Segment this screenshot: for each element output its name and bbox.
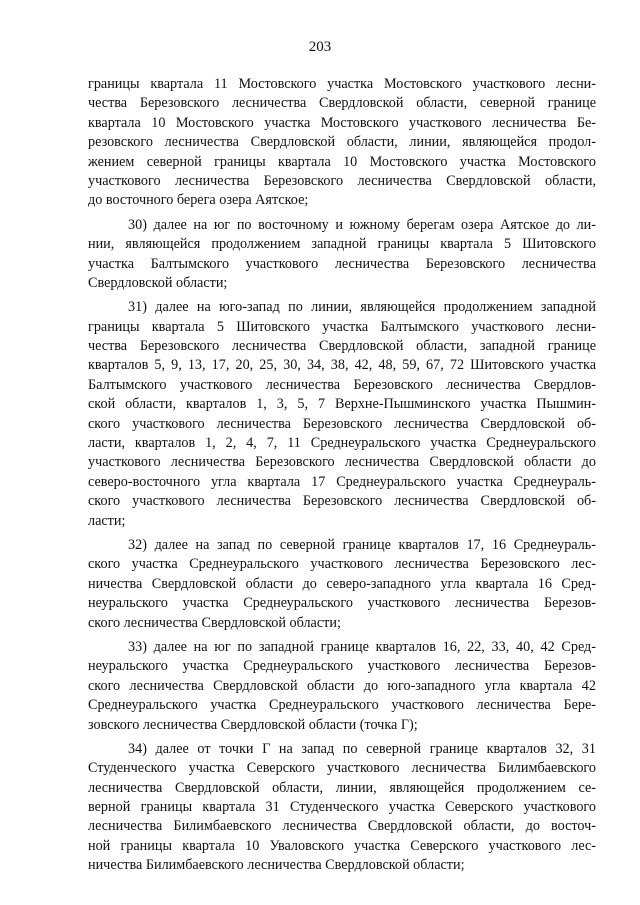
paragraph — [88, 740, 596, 876]
text-line: границы квартала 11 Мостовского участка Мостовского участкового лесни- — [88, 76, 596, 92]
paragraph — [88, 536, 596, 633]
text-line: неуральского участка Среднеуральского участкового лесничества Березов- — [88, 658, 596, 675]
text-line: квартала 10 Мостовского участка Мостовского участкового лесничества Бе- — [88, 114, 596, 131]
text-line: Свердловской области; — [88, 274, 228, 291]
text-line: до восточного берега озера Аятское; — [88, 192, 309, 209]
text-line: 31) далее на юго-запад по линии, являющейся продолжением западной — [128, 299, 596, 316]
paragraph — [88, 298, 596, 531]
text-line: Студенческого участка Северского участкового лесничества Билимбаевского — [88, 760, 596, 777]
paragraph — [88, 216, 596, 294]
text-line: ласти, кварталов 1, 2, 4, 7, 11 Среднеуральского участка Среднеуральского — [88, 435, 596, 452]
text-line: лесничества Свердловской области, линии, являющейся продолжением се- — [88, 779, 596, 796]
text-line: границы квартала 5 Шитовского участка Балтымского участкового лесни- — [88, 318, 596, 335]
text-line: Балтымского участкового лесничества Березовского лесничества Свердлов- — [88, 376, 596, 393]
text-line: лесничества Билимбаевского лесничества Свердловской области, до восточ- — [88, 818, 596, 835]
text-line: нии, являющейся продолжением западной границы квартала 5 Шитовского — [88, 236, 596, 253]
text-line: 34) далее от точки Г на запад по северной границе кварталов 32, 31 — [128, 740, 596, 757]
text-line: ского участка Среднеуральского участкового лесничества Березовского лес- — [88, 556, 596, 573]
text-line: северо-восточного угла квартала 17 Среднеуральского участка Среднеураль- — [88, 473, 596, 490]
text-line: ского участкового лесничества Березовского лесничества Свердловской об- — [88, 415, 596, 432]
text-line: кварталов 5, 9, 13, 17, 20, 25, 30, 34, 38, 42, 48, 59, 67, 72 Шитовского участка — [88, 357, 596, 374]
text-line: ской области, кварталов 1, 3, 5, 7 Верхне-Пышминского участка Пышмин- — [88, 396, 596, 413]
text-line: чества Березовского лесничества Свердловской области, северной границе — [88, 95, 596, 112]
text-line: жением северной границы квартала 10 Мостовского участка Мостовского — [88, 153, 596, 170]
text-line: неуральского участка Среднеуральского участкового лесничества Березов- — [88, 595, 596, 612]
text-line: Среднеуральского участка Среднеуральского участкового лесничества Бере- — [88, 697, 596, 714]
text-line: участкового лесничества Березовского лесничества Свердловской области до — [88, 454, 596, 471]
text-line: зовского лесничества Свердловской области (точка Г); — [88, 716, 418, 733]
text-line: 33) далее на юг по западной границе кварталов 16, 22, 33, 40, 42 Сред- — [128, 638, 596, 655]
page-number: 203 — [308, 39, 332, 55]
document-body — [88, 75, 596, 881]
text-line: ничества Билимбаевского лесничества Свердловской области; — [88, 857, 465, 874]
text-line: резовского лесничества Свердловской области, линии, являющейся продол- — [88, 134, 596, 151]
text-line: 30) далее на юг по восточному и южному берегам озера Аятское до ли- — [128, 216, 596, 233]
text-line: ского участкового лесничества Березовского лесничества Свердловской об- — [88, 493, 596, 510]
text-line: ского лесничества Свердловской области до юго-западного угла квартала 42 — [88, 677, 596, 694]
paragraph — [88, 638, 596, 735]
text-line: ласти; — [88, 512, 126, 529]
text-line: ского лесничества Свердловской области; — [88, 614, 341, 631]
text-line: участка Балтымского участкового лесничества Березовского лесничества — [88, 255, 596, 272]
paragraph — [88, 75, 596, 211]
text-line: ничества Свердловской области до северо-западного угла квартала 16 Сред- — [88, 575, 596, 592]
text-line: ной границы квартала 10 Уваловского участка Северского участкового лес- — [88, 837, 596, 854]
text-line: 32) далее на запад по северной границе кварталов 17, 16 Среднеураль- — [128, 536, 596, 553]
text-line: чества Березовского лесничества Свердловской области, западной границе — [88, 338, 596, 355]
text-line: участкового лесничества Березовского лесничества Свердловской области, — [88, 172, 596, 189]
text-line: верной границы квартала 31 Студенческого участка Северского участкового — [88, 799, 596, 816]
